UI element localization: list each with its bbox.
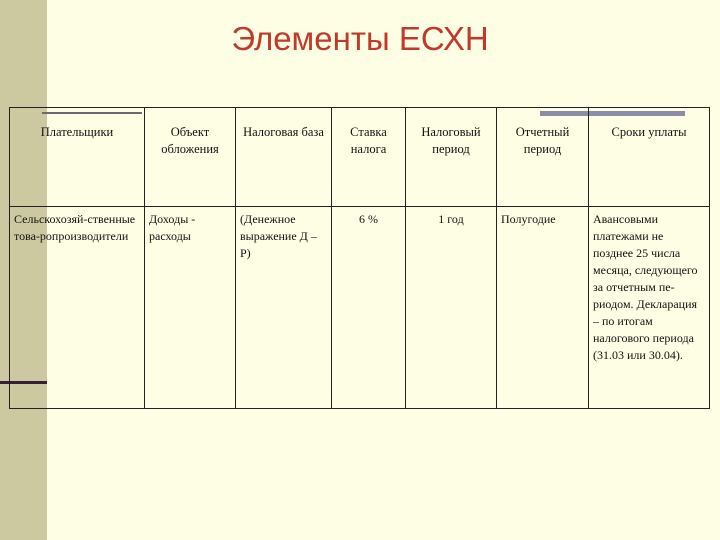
cell-object: Доходы - расходы: [145, 207, 236, 409]
cell-payment-terms: Авансовыми платежами не позднее 25 числа месяца, следующего за отчетным пе-риодом. Декларация – по итогам налогового периода (31.03 или 30.04).: [589, 207, 710, 409]
header-tax-base: Налоговая база: [236, 108, 332, 207]
header-rate: Ставка налога: [332, 108, 406, 207]
table-row: [10, 207, 710, 409]
header-tax-period: Налоговый период: [406, 108, 497, 207]
cell-tax-base: (Денежное выражение Д – Р): [236, 207, 332, 409]
slide-title: Элементы ЕСХН: [231, 20, 489, 57]
table-header-row: [10, 108, 710, 207]
header-payers: Плательщики: [10, 108, 145, 207]
cell-rate: 6 %: [332, 207, 406, 409]
header-reporting-period: Отчетный период: [497, 108, 589, 207]
elements-table: [9, 107, 710, 409]
header-payment-terms: Сроки уплаты: [589, 108, 710, 207]
cell-reporting-period: Полугодие: [497, 207, 589, 409]
header-object: Объект обложения: [145, 108, 236, 207]
cell-payers: Сельскохозяй-ственные това-ропроизводители: [10, 207, 145, 409]
cell-tax-period: 1 год: [406, 207, 497, 409]
